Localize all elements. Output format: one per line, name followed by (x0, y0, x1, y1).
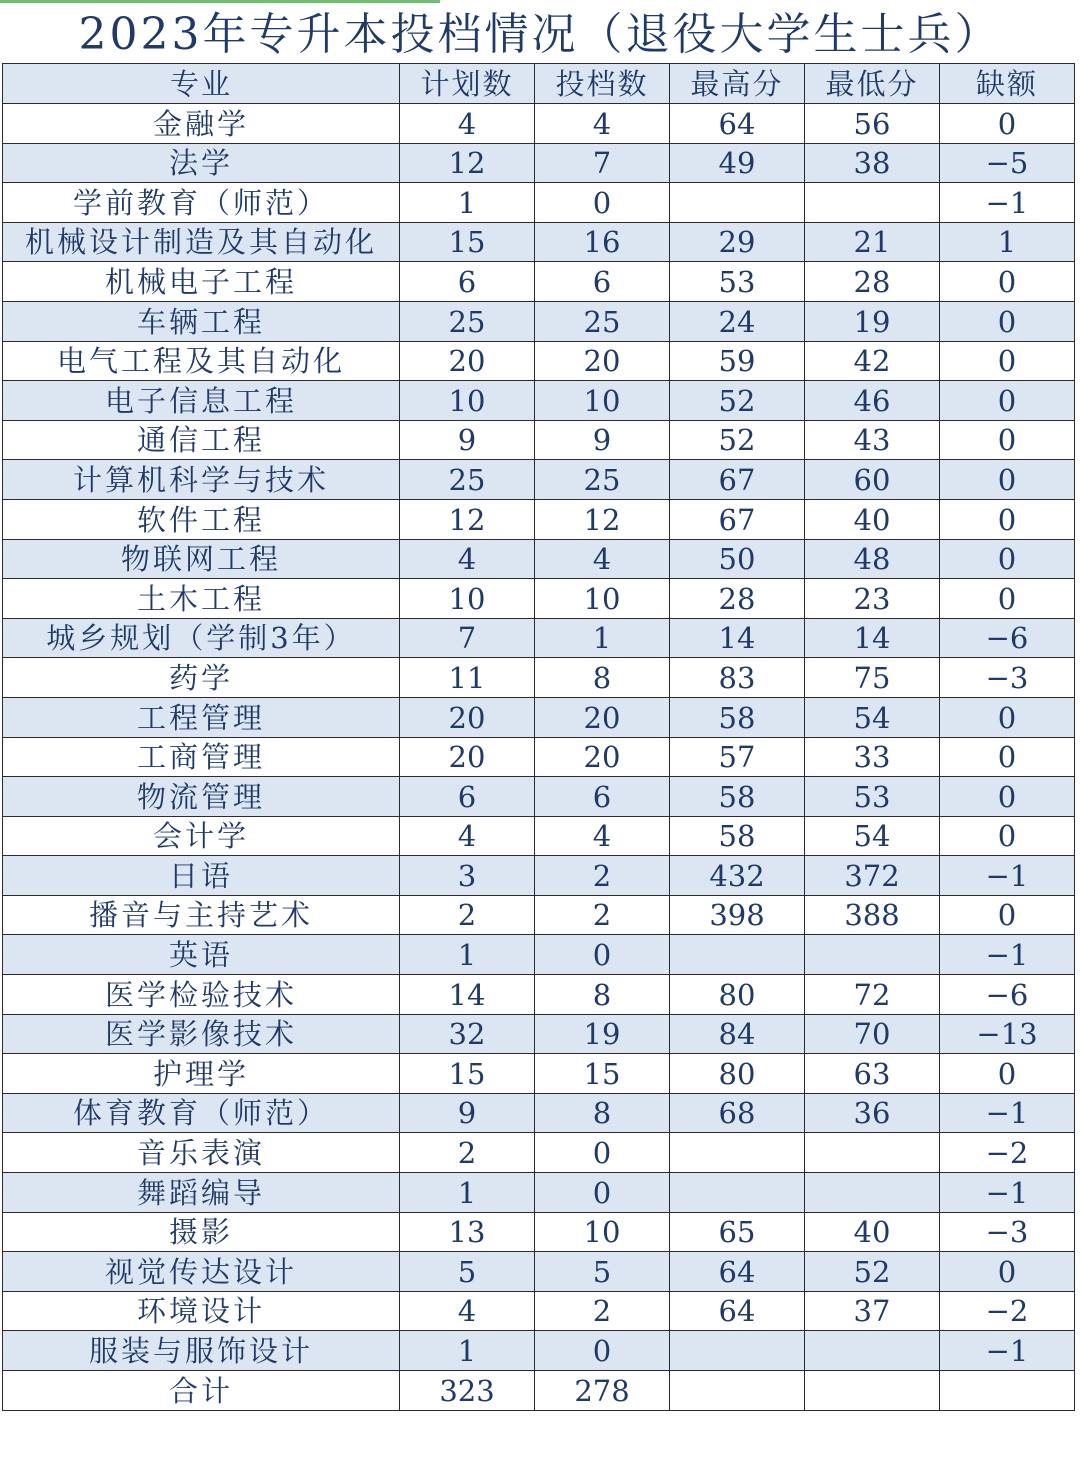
cell-min-score: 14 (805, 618, 940, 658)
table-row (3, 1252, 1075, 1292)
cell-shortfall: 0 (940, 895, 1075, 935)
cell-max-score (670, 1173, 805, 1213)
cell-min-score (805, 183, 940, 223)
cell-planned: 20 (400, 737, 535, 777)
cell-shortfall: −3 (940, 658, 1075, 698)
cell-shortfall: −1 (940, 856, 1075, 896)
header-major: 专业 (3, 64, 400, 104)
cell-major: 体育教育（师范） (3, 1093, 400, 1133)
cell-submitted: 1 (535, 618, 670, 658)
cell-min-score: 21 (805, 222, 940, 262)
cell-submitted: 0 (535, 1173, 670, 1213)
cell-max-score: 52 (670, 381, 805, 421)
top-accent-line (0, 0, 1080, 3)
cell-major: 学前教育（师范） (3, 183, 400, 223)
cell-max-score (670, 183, 805, 223)
cell-planned: 4 (400, 1291, 535, 1331)
table-row (3, 1331, 1075, 1371)
cell-major: 合计 (3, 1371, 400, 1411)
table-row (3, 895, 1075, 935)
cell-major: 播音与主持艺术 (3, 895, 400, 935)
cell-submitted: 12 (535, 499, 670, 539)
table-row (3, 737, 1075, 777)
table-row (3, 460, 1075, 500)
cell-planned: 9 (400, 420, 535, 460)
cell-submitted: 0 (535, 1133, 670, 1173)
header-min-score: 最低分 (805, 64, 940, 104)
cell-planned: 7 (400, 618, 535, 658)
cell-major: 法学 (3, 143, 400, 183)
cell-shortfall: 0 (940, 460, 1075, 500)
cell-max-score: 58 (670, 777, 805, 817)
cell-shortfall: −5 (940, 143, 1075, 183)
cell-major: 物流管理 (3, 777, 400, 817)
cell-submitted: 2 (535, 1291, 670, 1331)
cell-shortfall: 0 (940, 816, 1075, 856)
cell-shortfall: 0 (940, 499, 1075, 539)
cell-planned: 5 (400, 1252, 535, 1292)
cell-max-score: 53 (670, 262, 805, 302)
cell-max-score: 398 (670, 895, 805, 935)
cell-min-score: 56 (805, 104, 940, 144)
cell-max-score (670, 935, 805, 975)
cell-min-score (805, 1173, 940, 1213)
cell-max-score: 80 (670, 975, 805, 1015)
cell-major: 药学 (3, 658, 400, 698)
table-row (3, 1133, 1075, 1173)
cell-max-score: 29 (670, 222, 805, 262)
cell-planned: 20 (400, 341, 535, 381)
cell-shortfall: −1 (940, 1173, 1075, 1213)
cell-shortfall: −1 (940, 1093, 1075, 1133)
cell-min-score: 372 (805, 856, 940, 896)
table-row (3, 381, 1075, 421)
table-row (3, 658, 1075, 698)
table-row (3, 975, 1075, 1015)
cell-submitted: 5 (535, 1252, 670, 1292)
cell-submitted: 20 (535, 697, 670, 737)
cell-shortfall: 0 (940, 1252, 1075, 1292)
cell-major: 计算机科学与技术 (3, 460, 400, 500)
cell-submitted: 278 (535, 1371, 670, 1411)
table-row (3, 816, 1075, 856)
cell-planned: 6 (400, 777, 535, 817)
cell-min-score: 38 (805, 143, 940, 183)
cell-submitted: 20 (535, 341, 670, 381)
cell-planned: 15 (400, 222, 535, 262)
cell-major: 工商管理 (3, 737, 400, 777)
cell-min-score: 63 (805, 1054, 940, 1094)
cell-max-score: 50 (670, 539, 805, 579)
cell-submitted: 9 (535, 420, 670, 460)
table-row (3, 183, 1075, 223)
cell-max-score: 83 (670, 658, 805, 698)
cell-shortfall: 0 (940, 104, 1075, 144)
cell-major: 医学检验技术 (3, 975, 400, 1015)
cell-shortfall: 0 (940, 301, 1075, 341)
cell-planned: 10 (400, 381, 535, 421)
cell-major: 会计学 (3, 816, 400, 856)
table-row (3, 1054, 1075, 1094)
cell-planned: 4 (400, 816, 535, 856)
cell-min-score (805, 1133, 940, 1173)
cell-planned: 32 (400, 1014, 535, 1054)
cell-shortfall: 0 (940, 1054, 1075, 1094)
cell-shortfall: 0 (940, 341, 1075, 381)
cell-submitted: 0 (535, 1331, 670, 1371)
cell-submitted: 16 (535, 222, 670, 262)
table-row (3, 143, 1075, 183)
table-row (3, 1371, 1075, 1411)
cell-submitted: 10 (535, 1212, 670, 1252)
cell-planned: 1 (400, 935, 535, 975)
table-row (3, 1212, 1075, 1252)
cell-shortfall (940, 1371, 1075, 1411)
cell-shortfall: −13 (940, 1014, 1075, 1054)
cell-submitted: 25 (535, 460, 670, 500)
cell-max-score: 14 (670, 618, 805, 658)
cell-shortfall: −6 (940, 618, 1075, 658)
cell-planned: 15 (400, 1054, 535, 1094)
table-row (3, 499, 1075, 539)
cell-min-score: 46 (805, 381, 940, 421)
cell-planned: 1 (400, 183, 535, 223)
cell-shortfall: 0 (940, 777, 1075, 817)
table-row (3, 341, 1075, 381)
cell-max-score: 64 (670, 1291, 805, 1331)
table-row (3, 262, 1075, 302)
cell-planned: 4 (400, 539, 535, 579)
table-row (3, 777, 1075, 817)
cell-major: 环境设计 (3, 1291, 400, 1331)
cell-max-score: 28 (670, 579, 805, 619)
cell-major: 视觉传达设计 (3, 1252, 400, 1292)
cell-max-score: 57 (670, 737, 805, 777)
cell-planned: 14 (400, 975, 535, 1015)
cell-min-score: 33 (805, 737, 940, 777)
cell-major: 物联网工程 (3, 539, 400, 579)
header-shortfall: 缺额 (940, 64, 1075, 104)
cell-min-score (805, 935, 940, 975)
cell-min-score: 72 (805, 975, 940, 1015)
cell-planned: 13 (400, 1212, 535, 1252)
cell-major: 工程管理 (3, 697, 400, 737)
table-row (3, 1173, 1075, 1213)
cell-min-score (805, 1371, 940, 1411)
cell-planned: 2 (400, 895, 535, 935)
table-row (3, 301, 1075, 341)
cell-submitted: 2 (535, 895, 670, 935)
table-row (3, 618, 1075, 658)
cell-planned: 12 (400, 499, 535, 539)
cell-min-score: 37 (805, 1291, 940, 1331)
table-row (3, 935, 1075, 975)
cell-submitted: 10 (535, 579, 670, 619)
cell-max-score: 67 (670, 460, 805, 500)
cell-major: 机械设计制造及其自动化 (3, 222, 400, 262)
cell-max-score: 64 (670, 1252, 805, 1292)
cell-planned: 6 (400, 262, 535, 302)
table-row (3, 1093, 1075, 1133)
cell-min-score: 42 (805, 341, 940, 381)
admission-table (2, 63, 1075, 1411)
cell-submitted: 15 (535, 1054, 670, 1094)
cell-max-score (670, 1371, 805, 1411)
cell-submitted: 10 (535, 381, 670, 421)
cell-min-score: 40 (805, 499, 940, 539)
cell-submitted: 4 (535, 816, 670, 856)
cell-min-score: 36 (805, 1093, 940, 1133)
table-row (3, 856, 1075, 896)
table-row (3, 1291, 1075, 1331)
table-row (3, 579, 1075, 619)
cell-max-score: 52 (670, 420, 805, 460)
cell-max-score: 65 (670, 1212, 805, 1252)
cell-min-score: 19 (805, 301, 940, 341)
cell-shortfall: −1 (940, 1331, 1075, 1371)
cell-submitted: 4 (535, 104, 670, 144)
cell-submitted: 8 (535, 1093, 670, 1133)
cell-submitted: 8 (535, 975, 670, 1015)
cell-major: 电子信息工程 (3, 381, 400, 421)
cell-max-score: 432 (670, 856, 805, 896)
cell-submitted: 2 (535, 856, 670, 896)
cell-max-score: 58 (670, 816, 805, 856)
cell-planned: 11 (400, 658, 535, 698)
cell-min-score: 70 (805, 1014, 940, 1054)
table-row (3, 104, 1075, 144)
cell-max-score: 64 (670, 104, 805, 144)
page-title: 2023年专升本投档情况（退役大学生士兵） (78, 9, 1002, 60)
cell-shortfall: 0 (940, 262, 1075, 302)
cell-shortfall: 0 (940, 539, 1075, 579)
header-planned: 计划数 (400, 64, 535, 104)
cell-shortfall: −2 (940, 1133, 1075, 1173)
cell-shortfall: 0 (940, 579, 1075, 619)
cell-min-score: 28 (805, 262, 940, 302)
cell-max-score: 80 (670, 1054, 805, 1094)
cell-planned: 3 (400, 856, 535, 896)
cell-max-score: 59 (670, 341, 805, 381)
cell-submitted: 25 (535, 301, 670, 341)
cell-major: 车辆工程 (3, 301, 400, 341)
cell-min-score: 52 (805, 1252, 940, 1292)
cell-shortfall: 0 (940, 381, 1075, 421)
cell-submitted: 8 (535, 658, 670, 698)
cell-shortfall: 0 (940, 737, 1075, 777)
cell-major: 城乡规划（学制3年） (3, 618, 400, 658)
cell-major: 摄影 (3, 1212, 400, 1252)
cell-min-score (805, 1331, 940, 1371)
cell-max-score: 24 (670, 301, 805, 341)
cell-min-score: 40 (805, 1212, 940, 1252)
cell-max-score (670, 1331, 805, 1371)
cell-max-score: 67 (670, 499, 805, 539)
cell-major: 电气工程及其自动化 (3, 341, 400, 381)
cell-planned: 323 (400, 1371, 535, 1411)
cell-shortfall: 0 (940, 420, 1075, 460)
cell-max-score: 84 (670, 1014, 805, 1054)
cell-submitted: 6 (535, 777, 670, 817)
cell-planned: 4 (400, 104, 535, 144)
cell-planned: 1 (400, 1331, 535, 1371)
cell-submitted: 0 (535, 183, 670, 223)
cell-planned: 12 (400, 143, 535, 183)
cell-shortfall: −2 (940, 1291, 1075, 1331)
cell-shortfall: 0 (940, 697, 1075, 737)
cell-shortfall: −6 (940, 975, 1075, 1015)
cell-shortfall: 1 (940, 222, 1075, 262)
table-row (3, 697, 1075, 737)
header-submitted: 投档数 (535, 64, 670, 104)
cell-max-score: 49 (670, 143, 805, 183)
cell-major: 医学影像技术 (3, 1014, 400, 1054)
cell-shortfall: −1 (940, 183, 1075, 223)
cell-submitted: 7 (535, 143, 670, 183)
cell-planned: 10 (400, 579, 535, 619)
header-max-score: 最高分 (670, 64, 805, 104)
cell-planned: 25 (400, 460, 535, 500)
cell-min-score: 23 (805, 579, 940, 619)
cell-major: 舞蹈编导 (3, 1173, 400, 1213)
cell-shortfall: −3 (940, 1212, 1075, 1252)
cell-major: 日语 (3, 856, 400, 896)
cell-major: 英语 (3, 935, 400, 975)
cell-submitted: 19 (535, 1014, 670, 1054)
cell-planned: 1 (400, 1173, 535, 1213)
cell-submitted: 0 (535, 935, 670, 975)
cell-shortfall: −1 (940, 935, 1075, 975)
cell-min-score: 48 (805, 539, 940, 579)
cell-planned: 2 (400, 1133, 535, 1173)
cell-min-score: 54 (805, 697, 940, 737)
cell-submitted: 4 (535, 539, 670, 579)
cell-major: 服装与服饰设计 (3, 1331, 400, 1371)
cell-major: 通信工程 (3, 420, 400, 460)
cell-major: 土木工程 (3, 579, 400, 619)
cell-min-score: 43 (805, 420, 940, 460)
cell-major: 护理学 (3, 1054, 400, 1094)
cell-max-score: 68 (670, 1093, 805, 1133)
cell-submitted: 6 (535, 262, 670, 302)
table-row (3, 539, 1075, 579)
cell-major: 机械电子工程 (3, 262, 400, 302)
cell-major: 软件工程 (3, 499, 400, 539)
cell-major: 金融学 (3, 104, 400, 144)
table-header-row (3, 64, 1075, 104)
cell-min-score: 60 (805, 460, 940, 500)
table-row (3, 420, 1075, 460)
cell-min-score: 388 (805, 895, 940, 935)
cell-min-score: 54 (805, 816, 940, 856)
cell-min-score: 75 (805, 658, 940, 698)
cell-planned: 9 (400, 1093, 535, 1133)
table-row (3, 222, 1075, 262)
cell-max-score (670, 1133, 805, 1173)
cell-planned: 25 (400, 301, 535, 341)
table-row (3, 1014, 1075, 1054)
cell-max-score: 58 (670, 697, 805, 737)
cell-min-score: 53 (805, 777, 940, 817)
cell-submitted: 20 (535, 737, 670, 777)
cell-major: 音乐表演 (3, 1133, 400, 1173)
cell-planned: 20 (400, 697, 535, 737)
